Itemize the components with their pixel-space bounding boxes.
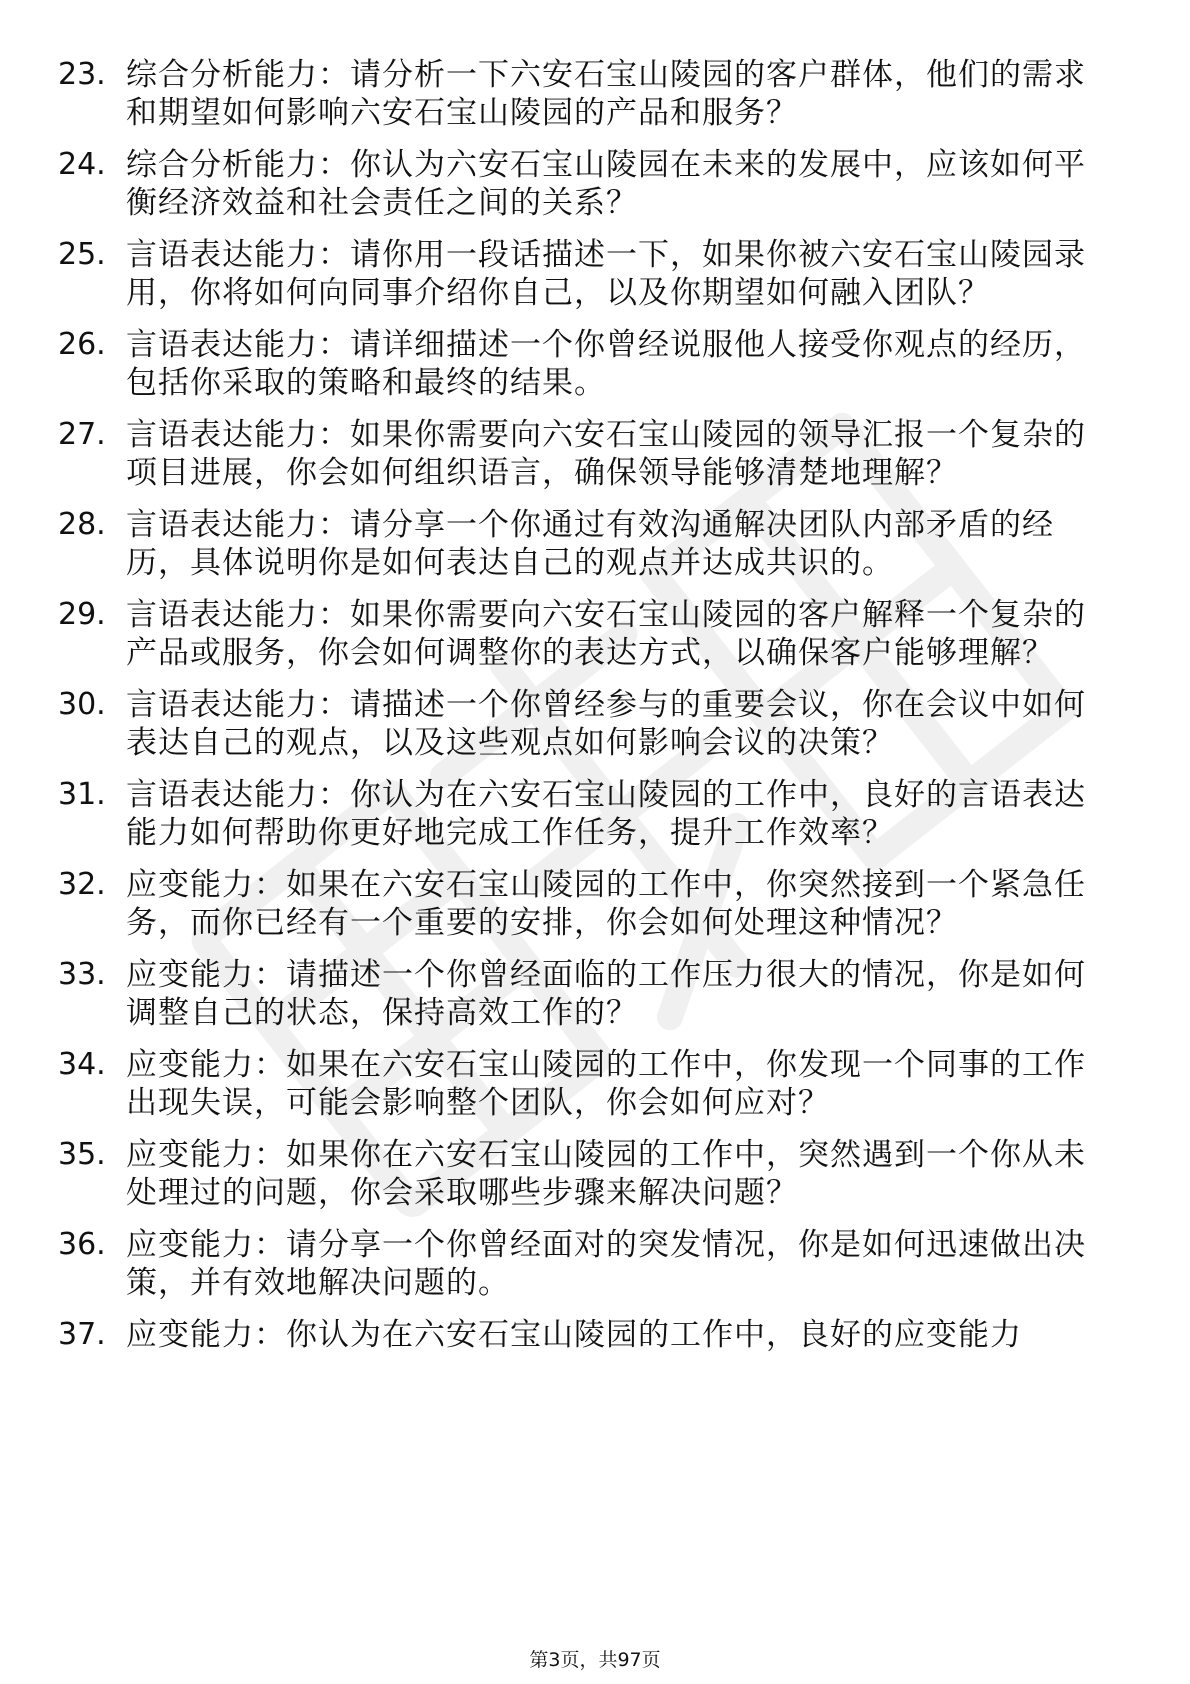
question-list bbox=[58, 56, 1108, 1368]
question-text: 应变能力：请描述一个你曾经面临的工作压力很大的情况，你是如何调整自己的状态，保持高效工作的？ bbox=[126, 957, 1086, 1031]
question-number: 27. bbox=[58, 417, 106, 452]
question-text: 言语表达能力：请详细描述一个你曾经说服他人接受你观点的经历，包括你采取的策略和最终的结果。 bbox=[126, 327, 1086, 401]
question-number: 29. bbox=[58, 597, 106, 632]
question-text: 言语表达能力：请你用一段话描述一下，如果你被六安石宝山陵园录用，你将如何向同事介绍你自己，以及你期望如何融入团队？ bbox=[126, 237, 1086, 311]
question-text: 言语表达能力：如果你需要向六安石宝山陵园的客户解释一个复杂的产品或服务，你会如何调整你的表达方式，以确保客户能够理解？ bbox=[126, 597, 1086, 671]
question-text: 言语表达能力：请分享一个你通过有效沟通解决团队内部矛盾的经历，具体说明你是如何表达自己的观点并达成共识的。 bbox=[126, 507, 1054, 581]
question-number: 25. bbox=[58, 237, 106, 272]
question-number: 34. bbox=[58, 1047, 106, 1082]
question-text: 言语表达能力：如果你需要向六安石宝山陵园的领导汇报一个复杂的项目进展，你会如何组织语言，确保领导能够清楚地理解？ bbox=[126, 417, 1086, 491]
question-item bbox=[58, 146, 1108, 222]
question-number: 23. bbox=[58, 57, 106, 92]
question-text: 应变能力：如果你在六安石宝山陵园的工作中，突然遇到一个你从未处理过的问题，你会采取哪些步骤来解决问题？ bbox=[126, 1137, 1086, 1211]
question-text: 言语表达能力：请描述一个你曾经参与的重要会议，你在会议中如何表达自己的观点，以及这些观点如何影响会议的决策？ bbox=[126, 687, 1086, 761]
question-item bbox=[58, 1226, 1108, 1302]
question-item bbox=[58, 1316, 1108, 1354]
question-item bbox=[58, 866, 1108, 942]
question-number: 35. bbox=[58, 1137, 106, 1172]
question-number: 33. bbox=[58, 957, 106, 992]
question-number: 32. bbox=[58, 867, 106, 902]
question-item bbox=[58, 506, 1108, 582]
question-number: 37. bbox=[58, 1317, 106, 1352]
question-item bbox=[58, 326, 1108, 402]
page-footer: 第3页，共97页 bbox=[529, 1649, 661, 1671]
question-text: 应变能力：如果在六安石宝山陵园的工作中，你突然接到一个紧急任务，而你已经有一个重要的安排，你会如何处理这种情况？ bbox=[126, 867, 1086, 941]
question-item bbox=[58, 686, 1108, 762]
question-text: 言语表达能力：你认为在六安石宝山陵园的工作中，良好的言语表达能力如何帮助你更好地完成工作任务，提升工作效率？ bbox=[126, 777, 1086, 851]
question-item bbox=[58, 1136, 1108, 1212]
question-text: 应变能力：如果在六安石宝山陵园的工作中，你发现一个同事的工作出现失误，可能会影响整个团队，你会如何应对？ bbox=[126, 1047, 1086, 1121]
question-number: 30. bbox=[58, 687, 106, 722]
question-item bbox=[58, 56, 1108, 132]
question-item bbox=[58, 956, 1108, 1032]
question-number: 31. bbox=[58, 777, 106, 812]
question-number: 36. bbox=[58, 1227, 106, 1262]
question-text: 应变能力：你认为在六安石宝山陵园的工作中，良好的应变能力 bbox=[126, 1317, 1022, 1353]
question-text: 综合分析能力：请分析一下六安石宝山陵园的客户群体，他们的需求和期望如何影响六安石宝山陵园的产品和服务？ bbox=[126, 57, 1086, 131]
question-item bbox=[58, 1046, 1108, 1122]
question-number: 28. bbox=[58, 507, 106, 542]
question-text: 综合分析能力：你认为六安石宝山陵园在未来的发展中，应该如何平衡经济效益和社会责任之间的关系？ bbox=[126, 147, 1086, 221]
question-number: 26. bbox=[58, 327, 106, 362]
question-number: 24. bbox=[58, 147, 106, 182]
question-item bbox=[58, 236, 1108, 312]
question-text: 应变能力：请分享一个你曾经面对的突发情况，你是如何迅速做出决策，并有效地解决问题的。 bbox=[126, 1227, 1086, 1301]
question-item bbox=[58, 596, 1108, 672]
question-item bbox=[58, 776, 1108, 852]
question-item bbox=[58, 416, 1108, 492]
